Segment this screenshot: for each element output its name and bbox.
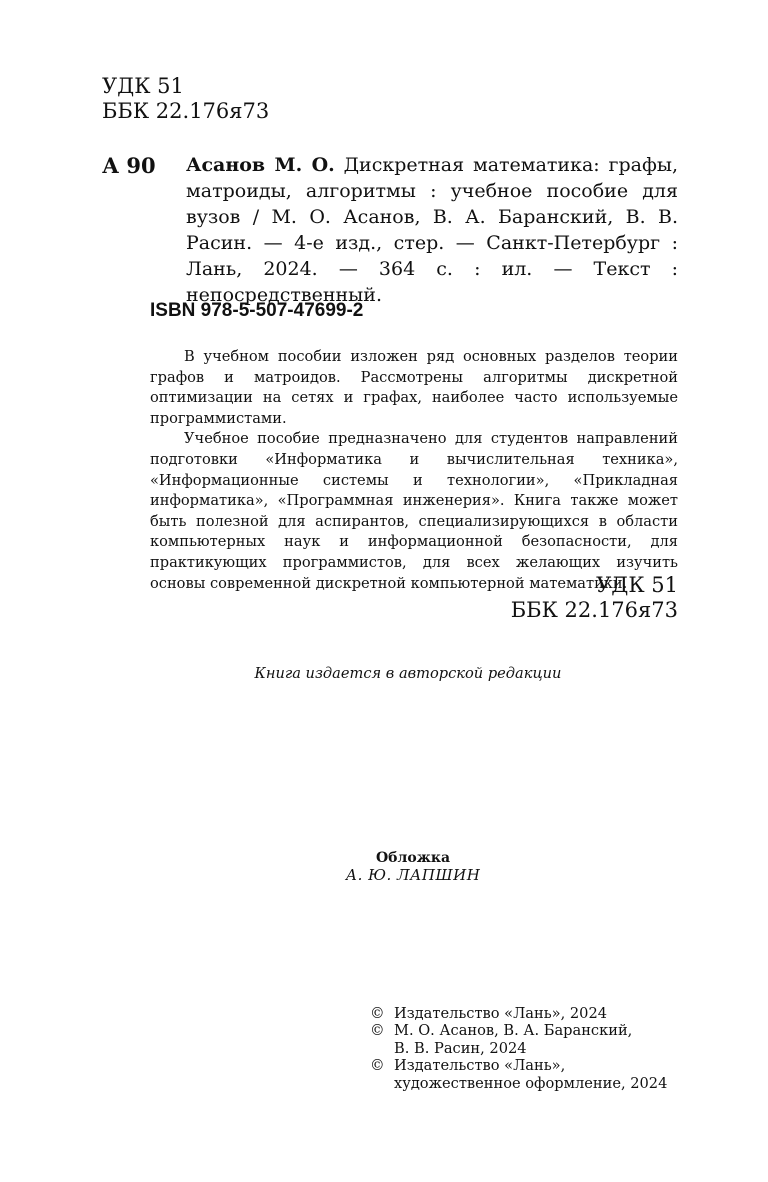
copyright-line: Издательство «Лань», 2024 [394, 1005, 608, 1022]
copyright-line: Издательство «Лань», [394, 1057, 566, 1075]
author-sign: А 90 [102, 153, 156, 178]
copyright-icon: © [370, 1022, 385, 1040]
edition-note: Книга издается в авторской редакции [254, 665, 562, 682]
bibliographic-description [186, 152, 678, 308]
author-name: Асанов М. О. [186, 154, 335, 176]
copyright-icon: © [370, 1057, 385, 1075]
udk-code: УДК 51 [102, 74, 184, 98]
copyright-entry [370, 1057, 700, 1092]
copyright-line: М. О. Асанов, В. А. Баранский, [394, 1022, 633, 1040]
udk-bbk-bottom [511, 573, 678, 623]
cover-label: Обложка [375, 850, 451, 866]
copyright-entry [370, 1005, 700, 1022]
abstract-paragraph: В учебном пособии изложен ряд основных разделов теории графов и матроидов. Рассмотрены алгоритмы дискретной оптимизации на сетях и графах, наиболее часто используемые программистами. [150, 348, 678, 427]
copyright-icon: © [370, 1005, 385, 1022]
cover-designer: А. Ю. ЛАПШИН [345, 866, 481, 884]
bbk-code: ББК 22.176я73 [510, 598, 678, 622]
description-text: Дискретная математика: графы, матроиды, алгоритмы : учебное пособие для вузов / М. О. Асанов, В. А. Баранский, В. В. Расин. — 4-е изд., стер. — Санкт-Петербург : Лань, 2024. — 364 с. : ил. — Текст : непосредственный. [186, 154, 678, 306]
copyright-block [370, 1005, 700, 1092]
copyright-entry [370, 1022, 700, 1057]
abstract [150, 347, 678, 594]
abstract-paragraph: Учебное пособие предназначено для студентов направлений подготовки «Информатика и вычислительная техника», «Информационные системы и технологии», «Прикладная информатика», «Программная инженерия». Книга также может быть полезной для аспирантов, специализирующихся в области компьютерных наук и информационной безопасности, для практикующих программистов, для всех желающих изучить основы современной дискретной компьютерной математики. [150, 430, 678, 592]
copyright-line: художественное оформление, 2024 [394, 1074, 668, 1092]
copyright-line: В. В. Расин, 2024 [394, 1039, 527, 1057]
bbk-code: ББК 22.176я73 [102, 99, 270, 123]
udk-code: УДК 51 [596, 573, 678, 597]
udk-bbk-top [102, 74, 269, 124]
isbn: ISBN 978-5-507-47699-2 [150, 300, 364, 321]
